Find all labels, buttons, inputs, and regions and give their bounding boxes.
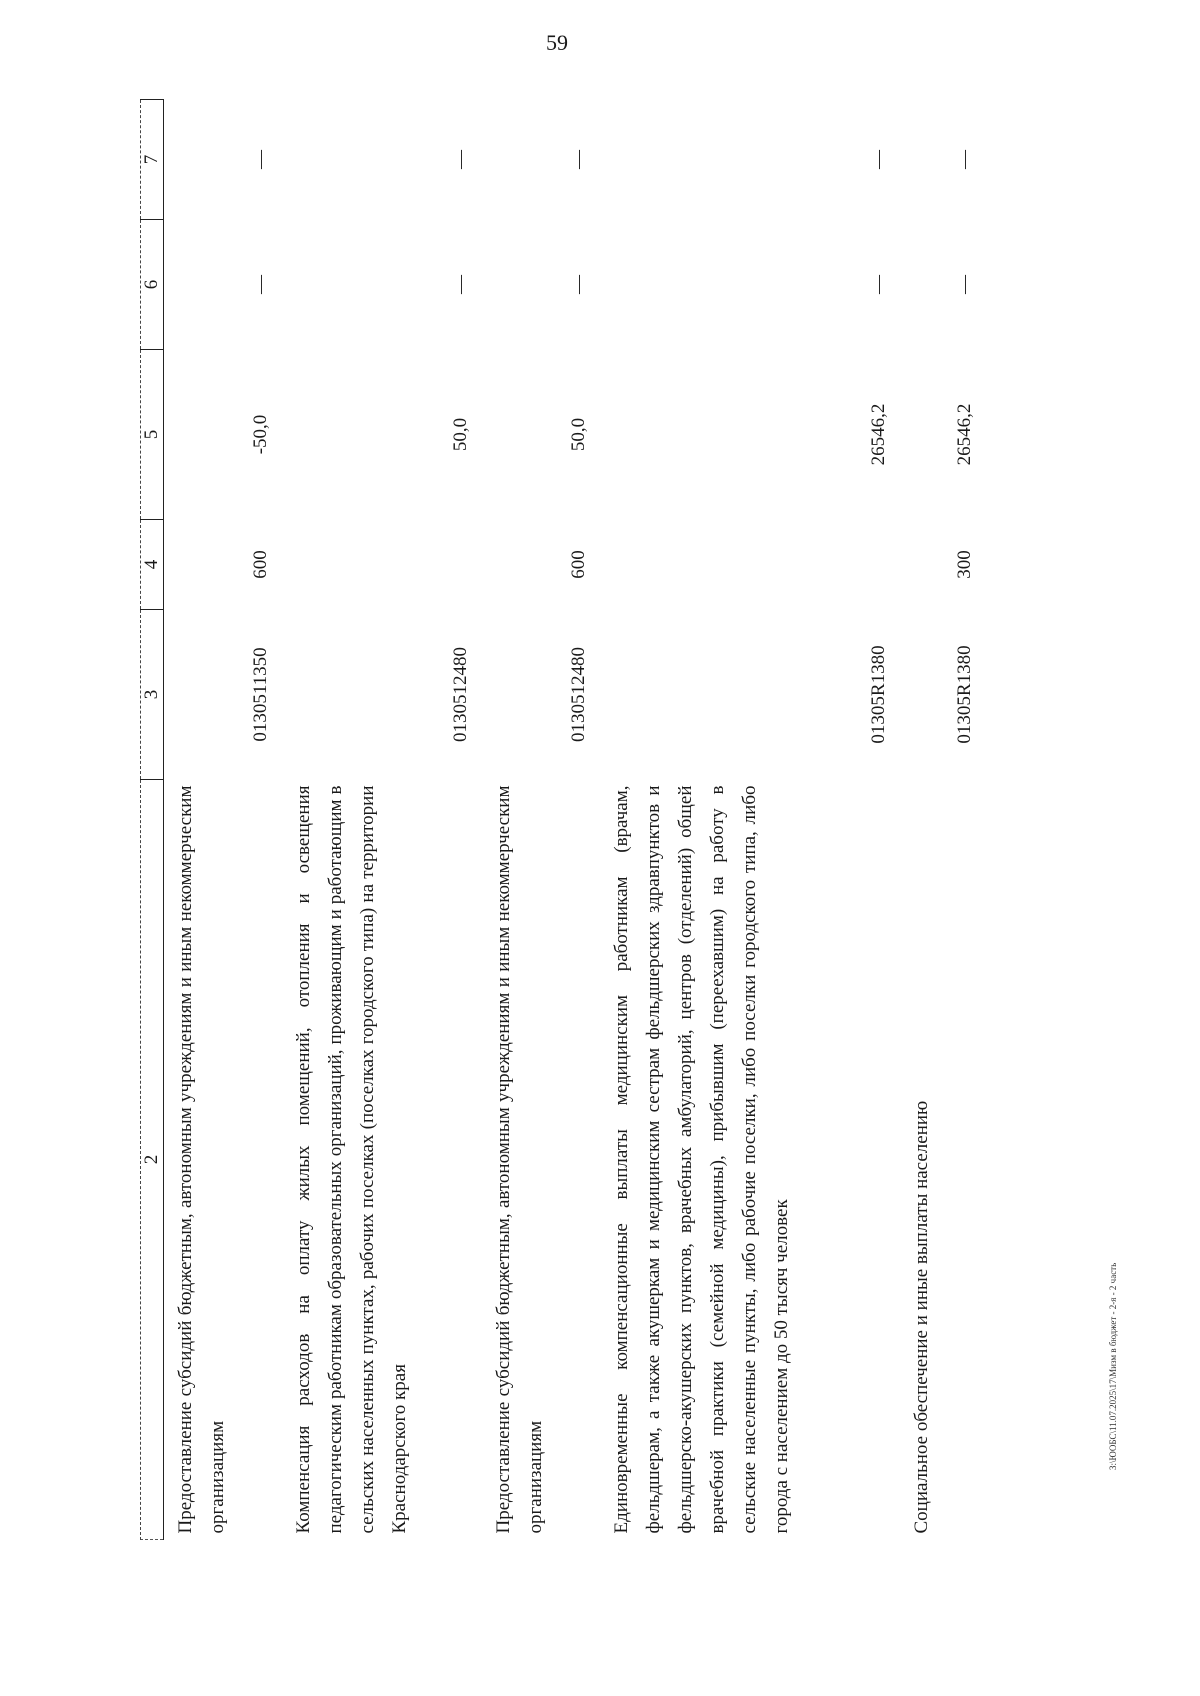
row-amount: 50,0	[449, 417, 471, 452]
row-name: Предоставление субсидий бюджетным, автономным учреждениям и иным некоммерческим организациям	[492, 785, 546, 1534]
row-col7: —	[953, 150, 975, 169]
row-col6: —	[953, 275, 975, 294]
col-header-3: 3	[141, 610, 164, 780]
row-name: Предоставление субсидий бюджетным, автономным учреждениям и иным некоммерческим организациям	[175, 785, 228, 1534]
table-row	[600, 100, 900, 1540]
row-col7: —	[449, 150, 471, 169]
row-name: Компенсация расходов на оплату жилых помещений, отопления и освещения педагогическим работникам образовательных организаций, проживающим и работающим в сельских населенных пунктах, рабочих поселках (поселках городского типа) на территории Краснодарского края	[292, 785, 410, 1534]
footer-file-path: З:\ЮОБС\11.07.2025\17\Мизм в бюджет - 2-я - 2 часть	[1108, 1262, 1118, 1470]
row-col7: —	[567, 150, 589, 169]
row-code: 01305R1380	[867, 645, 889, 744]
table-row	[482, 100, 600, 1540]
row-col6: —	[567, 275, 589, 294]
row-name: Социальное обеспечение и иные выплаты населению	[910, 1100, 932, 1534]
col-header-4: 4	[141, 520, 164, 610]
row-col6: —	[867, 275, 889, 294]
row-code: 0130512480	[449, 647, 471, 742]
budget-table	[140, 100, 986, 1541]
row-type	[282, 520, 482, 610]
table-row	[164, 100, 282, 1540]
row-code: 0130512480	[567, 647, 589, 742]
row-type: 300	[953, 550, 975, 579]
row-amount: -50,0	[249, 414, 271, 455]
row-col6: —	[249, 275, 271, 294]
row-name: Единовременные компенсационные выплаты медицинским работникам (врачам, фельдшерам, а также акушеркам и медицинским сестрам фельдшерских здравпунктов и фельдшерско-акушерских пунктов, врачебных амбулаторий, центров (отделений) общей врачебной практики (семейной медицины), прибывшим (переехавшим) на работу в сельские населенные пункты, либо рабочие поселки, либо поселки городского типа, либо города с населением до 50 тысяч человек	[610, 785, 792, 1534]
table-row	[900, 100, 986, 1540]
col-header-5: 5	[141, 350, 164, 520]
header-row	[141, 100, 164, 1540]
row-col7: —	[867, 150, 889, 169]
row-amount: 26546,2	[953, 403, 975, 466]
page-number: 59	[546, 30, 568, 55]
row-type: 600	[567, 550, 589, 579]
col-header-2: 2	[141, 780, 164, 1540]
rotated-budget-table	[140, 100, 1040, 1540]
row-amount: 50,0	[567, 417, 589, 452]
row-type	[600, 520, 900, 610]
row-code: 01305R1380	[953, 645, 975, 744]
table-row	[282, 100, 482, 1540]
col-header-7: 7	[141, 100, 164, 220]
row-col7: —	[249, 150, 271, 169]
row-col6: —	[449, 275, 471, 294]
row-code: 0130511350	[249, 647, 271, 742]
row-type: 600	[249, 550, 271, 579]
col-header-6: 6	[141, 220, 164, 350]
row-amount: 26546,2	[867, 403, 889, 466]
